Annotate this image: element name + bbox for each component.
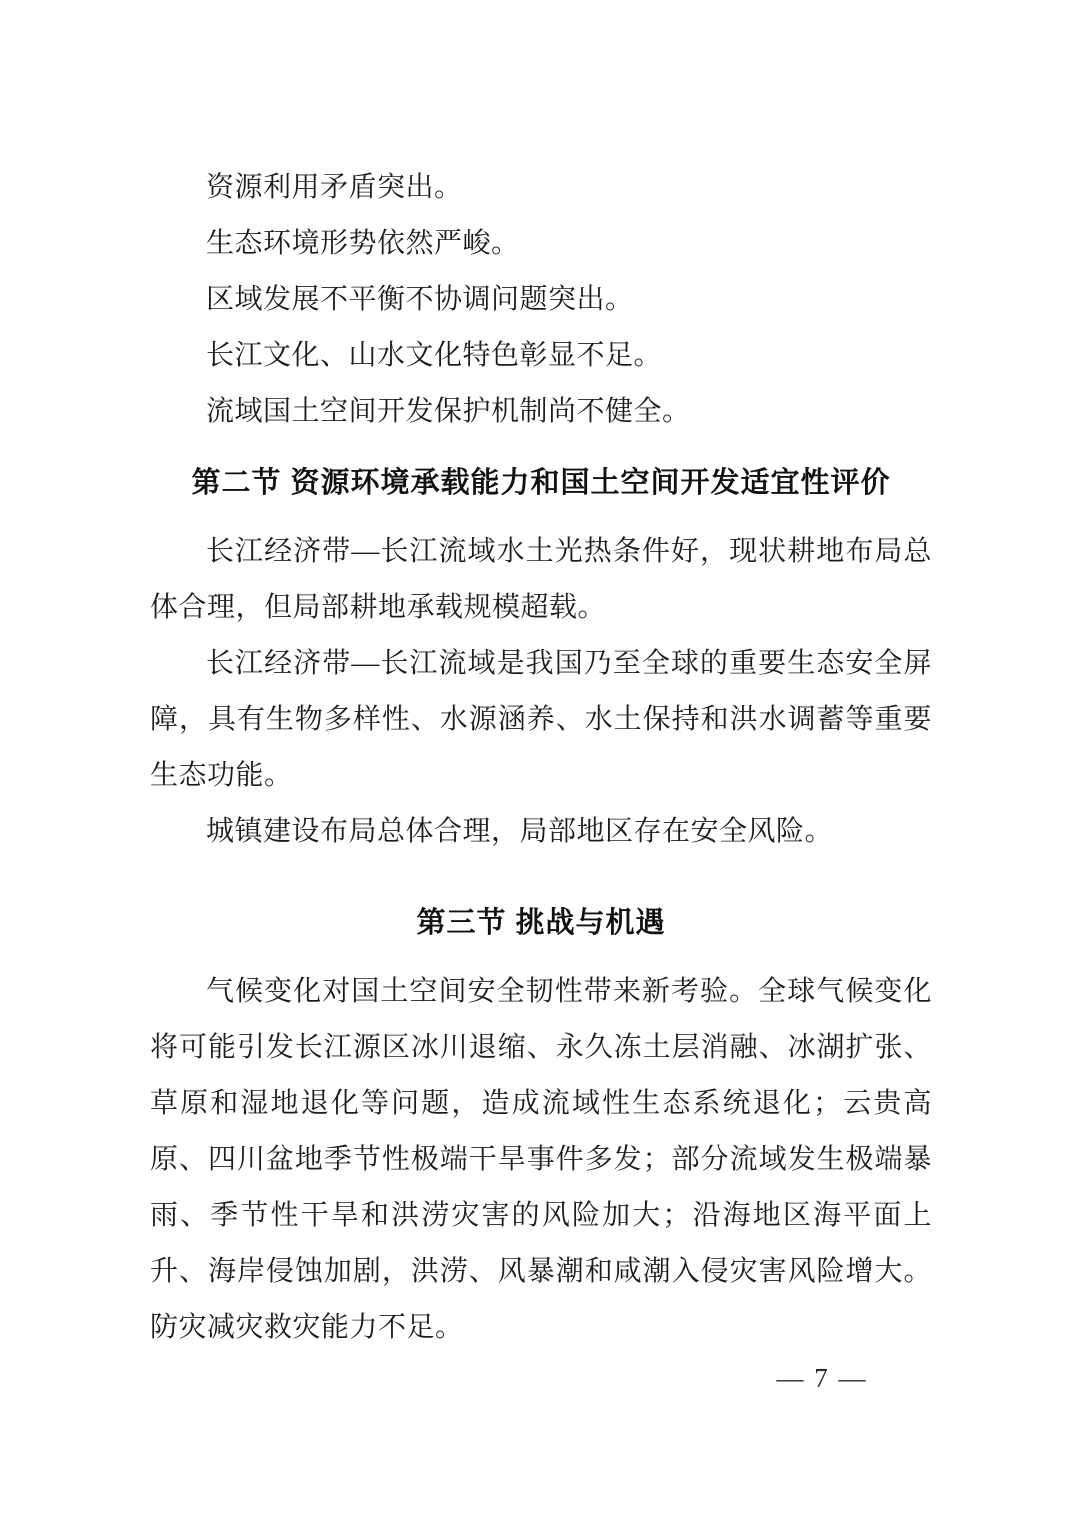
section-2-paragraph-3: 城镇建设布局总体合理，局部地区存在安全风险。 [206, 816, 834, 847]
intro-line-4: 长江文化、山水文化特色彰显不足。 [206, 340, 663, 371]
intro-line-2: 生态环境形势依然严峻。 [206, 228, 520, 259]
page-number: — 7 — [776, 1363, 868, 1393]
document-body [150, 160, 932, 1356]
intro-line-1: 资源利用矛盾突出。 [206, 172, 463, 203]
intro-line-3: 区域发展不平衡不协调问题突出。 [206, 284, 634, 315]
section-2-heading: 第二节 资源环境承载能力和国土空间开发适宜性评价 [191, 467, 891, 499]
section-3-paragraph-1: 气候变化对国土空间安全韧性带来新考验。全球气候变化将可能引发长江源区冰川退缩、永久冻土层消融、冰湖扩张、草原和湿地退化等问题，造成流域性生态系统退化；云贵高原、四川盆地季节性极端干旱事件多发；部分流域发生极端暴雨、季节性干旱和洪涝灾害的风险加大；沿海地区海平面上升、海岸侵蚀加剧，洪涝、风暴潮和咸潮入侵灾害风险增大。防灾减灾救灾能力不足。 [150, 976, 932, 1343]
section-3-heading: 第三节 挑战与机遇 [416, 907, 666, 939]
section-2-paragraph-1: 长江经济带—长江流域水土光热条件好，现状耕地布局总体合理，但局部耕地承载规模超载。 [150, 536, 932, 623]
intro-line-5: 流域国土空间开发保护机制尚不健全。 [206, 396, 691, 427]
section-2-paragraph-2: 长江经济带—长江流域是我国乃至全球的重要生态安全屏障，具有生物多样性、水源涵养、水土保持和洪水调蓄等重要生态功能。 [150, 648, 932, 791]
